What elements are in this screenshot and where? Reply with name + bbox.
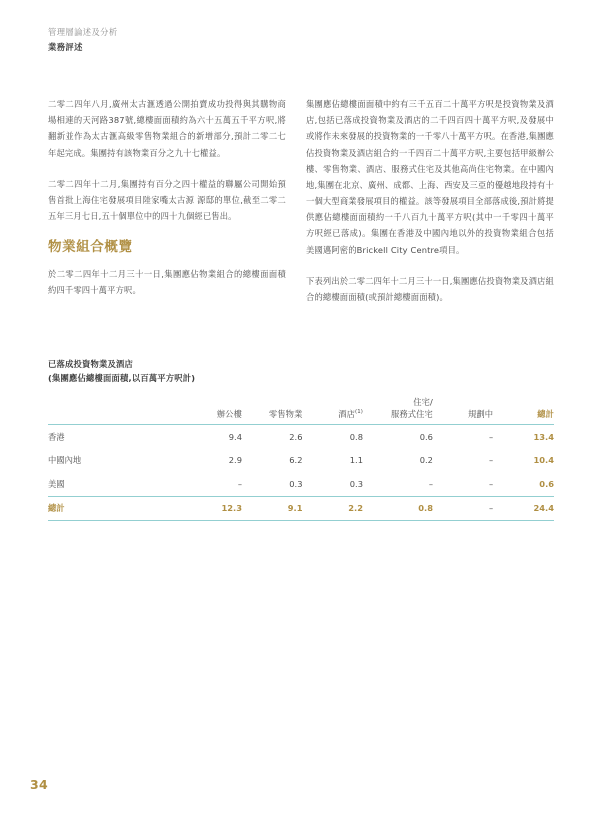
cell-hong-kong-residential: 0.6 (419, 431, 433, 442)
column-header-region (48, 396, 181, 425)
column-header-retail (242, 396, 303, 425)
right-paragraph-2: 下表列出於二零二四年十二月三十一日,集團應佔投資物業及酒店組合的總樓面面積(或預計總樓面面積)。 (306, 275, 554, 302)
table-row (48, 449, 554, 472)
table-title (48, 358, 554, 385)
cell-mainland-china-under-planning: – (488, 455, 494, 466)
column-header-total (493, 396, 554, 425)
table-header-row (48, 396, 554, 425)
cell-usa-residential: – (428, 478, 433, 489)
column-header-total-label: 總計 (537, 409, 554, 420)
column-header-residential-line-2: 服務式住宅 (390, 409, 433, 420)
cell-mainland-china-retail: 6.2 (289, 455, 303, 466)
cell-mainland-china-total: 10.4 (533, 455, 554, 466)
column-header-office (181, 396, 242, 425)
row-region-hong-kong: 香港 (48, 431, 65, 442)
running-head (48, 26, 118, 54)
cell-usa-retail: 0.3 (289, 478, 303, 489)
cell-total-hotel: 2.2 (302, 496, 363, 520)
cell-mainland-china-office: 2.9 (228, 455, 242, 466)
cell-usa-total: 0.6 (539, 478, 554, 489)
column-header-hotel (302, 396, 363, 425)
row-region-mainland-china: 中國內地 (48, 455, 82, 466)
column-header-under-planning-label: 規劃中 (467, 409, 494, 420)
left-paragraph-1: 二零二四年八月,廣州太古滙透過公開拍賣成功投得與其購物商場相連的天河路387號,總樓面面積約為六十五萬五千平方呎,將翻新並作為太古滙高級零售物業組合的新增部分,預計二零二七年起完成。集團持有該物業百分之九十七權益。 (48, 99, 286, 158)
column-header-office-label: 辦公樓 (216, 409, 242, 420)
portfolio-table-block (48, 358, 554, 521)
cell-hong-kong-retail: 2.6 (289, 431, 303, 442)
table-title-line-1: 已落成投資物業及酒店 (48, 359, 133, 369)
right-paragraph-1: 集團應佔總樓面面積中約有三千五百二十萬平方呎是投資物業及酒店,包括已落成投資物業及酒店的二千四百四十萬平方呎,及發展中或將作未來發展的投資物業的一千零八十萬平方呎。在香港,集團應佔投資物業及酒店組合約一千四百二十萬平方呎,主要包括甲級辦公樓、零售物業、酒店、服務式住宅及其他高尚住宅物業。在中國內地,集團在北京、廣州、成都、上海、西安及三亞的優越地段持有十一個大型商業發展項目的權益。該等發展項目全部落成後,預計將提供應佔總樓面面積約一千八百九十萬平方呎(其中一千零四十萬平方呎經已落成)。集團在香港及中國內地以外的投資物業組合包括美國邁阿密的Brickell City Centre項目。 (306, 99, 554, 255)
hotel-footnote-marker: (1) (355, 409, 363, 416)
cell-total-office: 12.3 (181, 496, 242, 520)
cell-mainland-china-residential: 0.2 (419, 455, 433, 466)
left-paragraph-2: 二零二四年十二月,集團持有百分之四十權益的聯屬公司開始預售首批上海住宅發展項目陸家嘴太古源 源邸的單位,截至二零二五年三月七日,五十個單位中的四十九個經已售出。 (48, 178, 286, 222)
right-text-column (306, 96, 554, 305)
section-heading-portfolio-overview: 物業組合概覽 (48, 239, 133, 256)
column-header-residential-line-1: 住宅/ (413, 397, 433, 408)
cell-total-under-planning: – (433, 496, 493, 520)
cell-mainland-china-hotel: 1.1 (349, 455, 363, 466)
table-title-line-2: (集團應佔總樓面面積,以百萬平方呎計) (48, 372, 196, 383)
cell-hong-kong-office: 9.4 (228, 431, 242, 442)
cell-hong-kong-total: 13.4 (533, 431, 554, 442)
table-body (48, 425, 554, 521)
cell-total-residential: 0.8 (363, 496, 433, 520)
cell-usa-under-planning: – (488, 478, 494, 489)
table-row (48, 472, 554, 496)
running-head-subsection: 業務評述 (48, 41, 83, 52)
column-header-under-planning (433, 396, 493, 425)
cell-hong-kong-hotel: 0.8 (349, 431, 363, 442)
cell-total-retail: 9.1 (242, 496, 303, 520)
table-head (48, 396, 554, 425)
cell-usa-office: – (237, 478, 242, 489)
left-text-column (48, 96, 286, 298)
running-head-section: 管理層論述及分析 (48, 27, 118, 37)
table-row (48, 425, 554, 449)
column-header-hotel-text: 酒店 (338, 409, 356, 420)
row-region-usa: 美國 (48, 478, 65, 489)
cell-total-total: 24.4 (493, 496, 554, 520)
column-header-retail-label: 零售物業 (268, 409, 303, 420)
cell-hong-kong-under-planning: – (488, 431, 494, 442)
page-number: 34 (30, 777, 48, 792)
table-total-row (48, 496, 554, 520)
column-header-residential (363, 396, 433, 425)
row-region-total: 總計 (48, 496, 181, 520)
column-header-hotel-label (302, 408, 363, 420)
left-paragraph-3: 於二零二四年十二月三十一日,集團應佔物業組合的總樓面面積約四千零四十萬平方呎。 (48, 268, 286, 295)
completed-investment-properties-table (48, 396, 554, 521)
cell-usa-hotel: 0.3 (349, 478, 363, 489)
